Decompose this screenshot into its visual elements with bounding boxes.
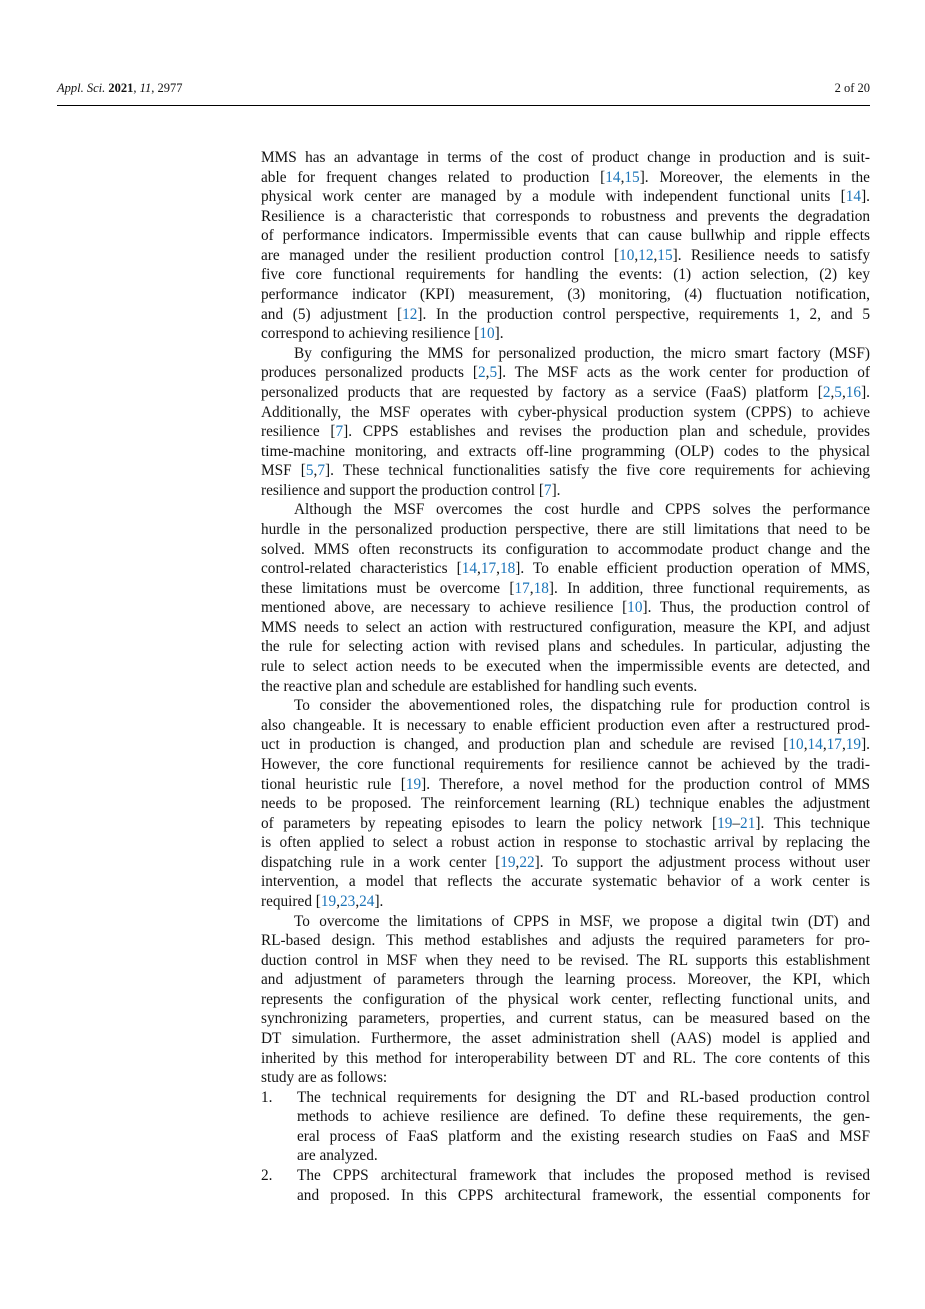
- text-line: hurdle in the personalized production perspective, there are still limitations that need to be: [261, 520, 870, 538]
- header-rule: [57, 105, 870, 106]
- text-line: DT simulation. Furthermore, the asset administration shell (AAS) model is applied and: [261, 1030, 870, 1048]
- list-item-line: [261, 1088, 870, 1108]
- text-line: represents the configuration of the physical work center, reflecting functional units, and: [261, 990, 870, 1008]
- citation-link[interactable]: 5: [489, 364, 498, 382]
- citation-link[interactable]: 22: [519, 853, 535, 871]
- text-line: intervention, a model that reflects the accurate systematic behavior of a work center is: [261, 873, 870, 891]
- list-item-line: [261, 1146, 870, 1166]
- citation-link[interactable]: 14: [845, 188, 862, 206]
- text-line: and (5) adjustment [12]. In the production control perspective, requirements 1, 2, and 5: [261, 305, 870, 323]
- text-line: MMS needs to select an action with restructured configuration, measure the KPI, and adjust: [261, 618, 870, 636]
- text-line: correspond to achieving resilience [10].: [261, 325, 504, 343]
- citation-link[interactable]: 19: [405, 775, 422, 793]
- text-line: produces personalized products [2,5]. The MSF acts as the work center for production of: [261, 364, 870, 382]
- text-line: control-related characteristics [14,17,18]. To enable efficient production operation of MMS,: [261, 560, 870, 578]
- citation-link[interactable]: 18: [499, 560, 516, 578]
- citation-link[interactable]: 7: [543, 481, 552, 499]
- text-line: tional heuristic rule [19]. Therefore, a novel method for the production control of MMS: [261, 775, 870, 793]
- list-item-line: [261, 1186, 870, 1206]
- citation-link[interactable]: 10: [627, 599, 643, 617]
- text-line: Additionally, the MSF operates with cyber-physical production system (CPPS) to achieve: [261, 403, 870, 421]
- text-line: time-machine monitoring, and extracts off-line programming (OLP) codes to the physical: [261, 442, 870, 460]
- paragraph: [261, 344, 870, 501]
- list-item-text: and proposed. In this CPPS architectural framework, the essential components for: [297, 1186, 870, 1204]
- citation-link[interactable]: 17: [826, 736, 842, 754]
- list-item-text: methods to achieve resilience are defined. To define these requirements, the gen-: [297, 1108, 870, 1126]
- citation-link[interactable]: 12: [638, 246, 654, 264]
- citation-link[interactable]: 10: [619, 246, 635, 264]
- text-line: dispatching rule in a work center [19,22]. To support the adjustment process without user: [261, 853, 870, 871]
- citation-link[interactable]: 5: [305, 462, 314, 480]
- journal-citation: Appl. Sci. 2021, 11, 2977: [57, 81, 183, 95]
- text-line: of performance indicators. Impermissible events that can cause bullwhip and ripple effects: [261, 227, 870, 245]
- text-line: uct in production is changed, and production plan and schedule are revised [10,14,17,19].: [261, 736, 870, 754]
- volume: 11: [139, 81, 152, 95]
- citation-link[interactable]: 5: [834, 383, 842, 401]
- citation-link[interactable]: 21: [740, 814, 756, 832]
- citation-link[interactable]: 14: [461, 560, 477, 578]
- text-line: study are as follows:: [261, 1069, 388, 1087]
- citation-link[interactable]: 7: [317, 462, 325, 480]
- text-line: synchronizing parameters, properties, and current status, can be measured based on the: [261, 1010, 870, 1028]
- citation-link[interactable]: 14: [807, 736, 823, 754]
- citation-link[interactable]: 19: [845, 736, 862, 754]
- citation-link[interactable]: 19: [500, 853, 516, 871]
- text-line: are managed under the resilient production control [10,12,15]. Resilience needs to satisfy: [261, 246, 870, 264]
- text-line: the rule for selecting action with revised plans and schedules. In particular, adjusting the: [261, 638, 870, 656]
- journal-name: Appl. Sci.: [57, 81, 106, 95]
- citation-link[interactable]: 14: [605, 168, 621, 186]
- paragraph: [261, 696, 870, 911]
- citation-link[interactable]: 10: [788, 736, 804, 754]
- citation-link[interactable]: 7: [335, 423, 344, 441]
- citation-link[interactable]: 19: [717, 814, 733, 832]
- citation-link[interactable]: 19: [320, 892, 337, 910]
- text-line: and adjustment of parameters through the learning process. Moreover, the KPI, which: [261, 971, 870, 989]
- text-line: mentioned above, are necessary to achieve resilience [10]. Thus, the production control of: [261, 599, 870, 617]
- page-number: 2 of 20: [834, 81, 870, 95]
- list-item-text: eral process of FaaS platform and the existing research studies on FaaS and MSF: [297, 1127, 870, 1145]
- text-line: inherited by this method for interoperability between DT and RL. The core contents of this: [261, 1049, 870, 1067]
- text-line: performance indicator (KPI) measurement, (3) monitoring, (4) fluctuation notification,: [261, 286, 870, 304]
- text-line: MSF [5,7]. These technical functionalities satisfy the five core requirements for achieving: [261, 462, 870, 480]
- text-line: duction control in MSF when they need to be revised. The RL supports this establishment: [261, 951, 870, 969]
- citation-link[interactable]: 24: [359, 892, 375, 910]
- citation-link[interactable]: 17: [480, 560, 497, 578]
- text-line: resilience [7]. CPPS establishes and revises the production plan and schedule, provides: [261, 423, 870, 441]
- list-item-text: are analyzed.: [297, 1147, 378, 1165]
- text-line: of parameters by repeating episodes to learn the policy network [19–21]. This technique: [261, 814, 870, 832]
- text-line: required [19,23,24].: [261, 892, 384, 910]
- year: 2021: [108, 81, 134, 95]
- citation-link[interactable]: 18: [533, 579, 549, 597]
- citation-link[interactable]: 10: [479, 325, 495, 343]
- article-number: 2977: [157, 81, 183, 95]
- text-line: RL-based design. This method establishes and adjusts the required parameters for pro-: [261, 932, 870, 950]
- citation-link[interactable]: 16: [845, 383, 862, 401]
- citation-link[interactable]: 15: [657, 246, 673, 264]
- text-line: personalized products that are requested by factory as a service (FaaS) platform [2,5,16].: [261, 383, 870, 401]
- list-item: [261, 1166, 870, 1205]
- paragraph: [261, 500, 870, 696]
- paragraph: [261, 912, 870, 1088]
- contributions-list: [261, 1088, 870, 1205]
- text-line: rule to select action needs to be executed when the impermissible events are detected, and: [261, 658, 870, 676]
- paragraph: [261, 148, 870, 344]
- text-line: Although the MSF overcomes the cost hurdle and CPPS solves the performance: [294, 501, 870, 519]
- text-line: physical work center are managed by a module with independent functional units [14].: [261, 188, 870, 206]
- text-line: By configuring the MMS for personalized production, the micro smart factory (MSF): [294, 344, 870, 362]
- text-line: the reactive plan and schedule are established for handling such events.: [261, 677, 698, 695]
- text-line: needs to be proposed. The reinforcement learning (RL) technique enables the adjustment: [261, 795, 870, 813]
- list-item-line: [261, 1107, 870, 1127]
- text-line: Resilience is a characteristic that corresponds to robustness and prevents the degradation: [261, 207, 870, 225]
- body-text: [261, 148, 870, 1205]
- list-item-text: The CPPS architectural framework that includes the proposed method is revised: [297, 1167, 870, 1185]
- text-line: MMS has an advantage in terms of the cost of product change in production and is suit-: [261, 149, 870, 166]
- text-line: To consider the abovementioned roles, the dispatching rule for production control is: [294, 697, 870, 715]
- list-number: 1.: [261, 1088, 273, 1106]
- citation-link[interactable]: 17: [514, 579, 530, 597]
- citation-link[interactable]: 15: [624, 168, 640, 186]
- list-item-line: [261, 1166, 870, 1186]
- list-number: 2.: [261, 1167, 273, 1185]
- text-line: able for frequent changes related to production [14,15]. Moreover, the elements in the: [261, 168, 870, 186]
- list-item-line: [261, 1127, 870, 1147]
- citation-link[interactable]: 2: [822, 383, 831, 401]
- text-line: However, the core functional requirements for resilience cannot be achieved by the tradi-: [261, 755, 870, 773]
- citation-link[interactable]: 2: [477, 364, 486, 382]
- list-item: [261, 1088, 870, 1166]
- text-line: To overcome the limitations of CPPS in MSF, we propose a digital twin (DT) and: [294, 912, 870, 930]
- text-line: is often applied to select a robust action in response to stochastic arrival by replacing the: [261, 834, 870, 852]
- citation-link[interactable]: 23: [340, 892, 356, 910]
- text-line: solved. MMS often reconstructs its configuration to accommodate product change and the: [261, 540, 870, 558]
- list-item-text: The technical requirements for designing the DT and RL-based production control: [297, 1088, 870, 1106]
- text-line: five core functional requirements for handling the events: (1) action selection, (2) key: [261, 266, 870, 284]
- citation-link[interactable]: 12: [402, 305, 418, 323]
- text-line: these limitations must be overcome [17,18]. In addition, three functional requirements, as: [261, 579, 870, 597]
- text-line: also changeable. It is necessary to enable efficient production even after a restructured prod-: [261, 716, 870, 734]
- text-line: resilience and support the production control [7].: [261, 481, 561, 499]
